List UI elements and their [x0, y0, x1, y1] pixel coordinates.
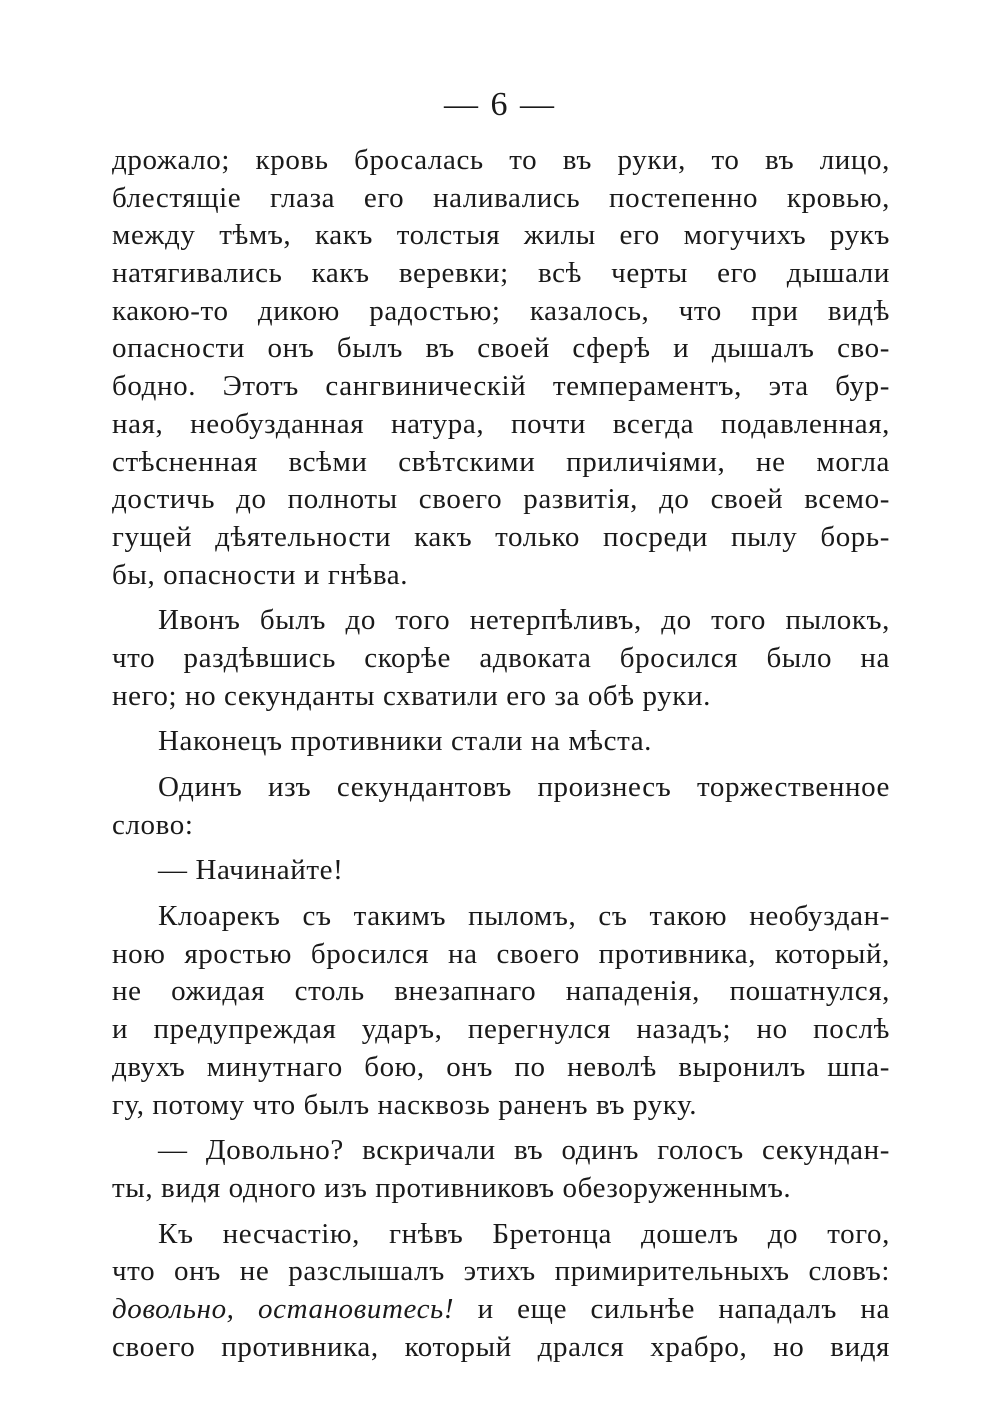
body-text [112, 142, 890, 1366]
text-line: Клоарекъ съ такимъ пыломъ, съ такою необуздан- [158, 900, 890, 933]
text-line: ты, видя одного изъ противниковъ обезоруженнымъ. [112, 1171, 792, 1204]
text-line: Одинъ изъ секундантовъ произнесъ торжественное [158, 771, 890, 803]
text-line: слово: [112, 808, 194, 841]
text-line: Ивонъ былъ до того нетерпѣливъ, до того пылокъ, [158, 604, 890, 637]
text-line: не ожидая столь внезапнаго нападенія, пошатнулся, [112, 975, 890, 1008]
text-line: блестящіе глаза его наливались постепенно кровью, [112, 181, 890, 214]
text-line: гущей дѣятельности какъ только посреди пылу борь- [112, 520, 890, 553]
text-line: ная, необузданная натура, почти всегда подавленная, [112, 407, 890, 440]
text-line: — Начинайте! [158, 854, 344, 887]
text-line: гу, потому что былъ насквозь раненъ въ руку. [112, 1088, 698, 1121]
text-line: него; но секунданты схватили его за обѣ руки. [112, 679, 711, 712]
text-line-mixed [112, 1291, 890, 1329]
text-line: — Довольно? вскричали въ одинъ голосъ секундан- [158, 1134, 890, 1167]
text-line: ною яростью бросился на своего противника, который, [112, 937, 890, 970]
text-line: своего противника, который дрался храбро, но видя [112, 1330, 890, 1363]
text-line-rest: и еще сильнѣе нападалъ на [477, 1292, 890, 1325]
text-line: дрожало; кровь бросалась то въ руки, то въ лицо, [112, 144, 890, 176]
text-line: достичь до полноты своего развитія, до своей всемо- [112, 483, 890, 516]
text-line: что онъ не разслышалъ этихъ примирительныхъ словъ: [112, 1255, 890, 1288]
page-number: — 6 — [444, 86, 556, 123]
text-line: бодно. Этотъ сангвиническій темпераментъ, эта бур- [112, 370, 890, 403]
text-line: Къ несчастію, гнѣвъ Бретонца дошелъ до того, [158, 1217, 890, 1250]
text-line: Наконецъ противники стали на мѣста. [158, 725, 653, 758]
text-line: какою-то дикою радостью; казалось, что при видѣ [112, 294, 890, 327]
text-line: между тѣмъ, какъ толстыя жилы его могучихъ рукъ [112, 219, 890, 252]
text-line: опасности онъ былъ въ своей сферѣ и дышалъ сво- [112, 332, 890, 365]
text-line: бы, опасности и гнѣва. [112, 558, 409, 591]
text-line: что раздѣвшись скорѣе адвоката бросился было на [112, 641, 890, 674]
text-line: двухъ минутнаго бою, онъ по неволѣ выронилъ шпа- [112, 1050, 890, 1083]
italic-phrase: довольно, остановитесь! [112, 1292, 455, 1325]
text-line: стѣсненная всѣми свѣтскими приличіями, не могла [112, 445, 890, 478]
text-line: натягивались какъ веревки; всѣ черты его дышали [112, 257, 890, 290]
text-line: и предупреждая ударъ, перегнулся назадъ; но послѣ [112, 1013, 890, 1046]
